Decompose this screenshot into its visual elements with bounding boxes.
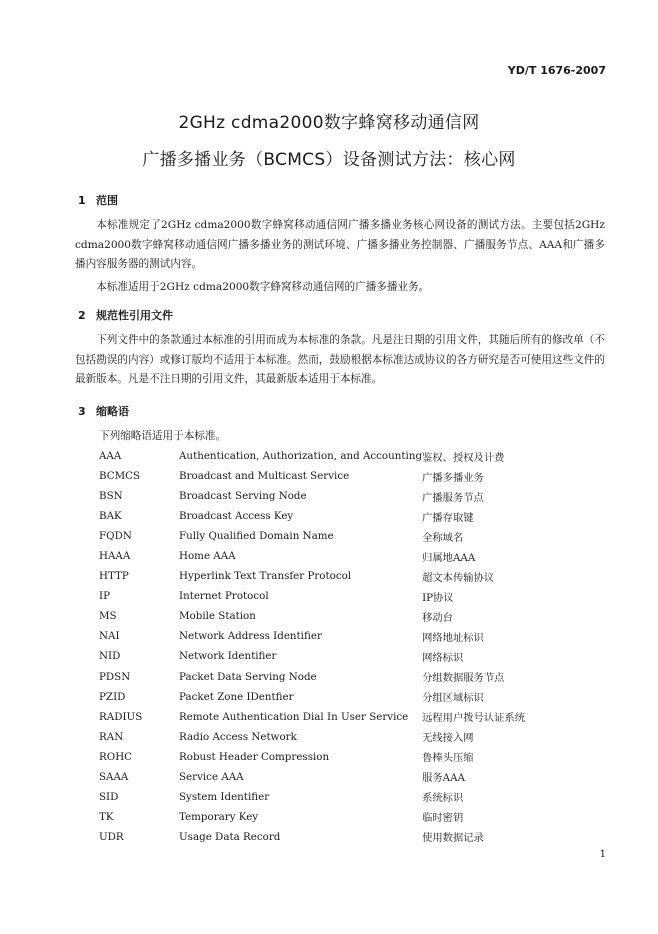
abbreviation-row [99,767,525,787]
abbreviation-row [99,667,525,687]
abbreviation-term: RAN [99,730,124,743]
abbreviation-row [99,466,525,486]
abbreviation-english: Internet Protocol [179,590,269,603]
abbreviation-term: NAI [99,630,120,643]
section-title: 规范性引用文件 [96,309,173,322]
abbreviation-term: HTTP [99,570,129,583]
abbreviation-english: Usage Data Record [179,830,281,843]
abbreviation-term: RADIUS [99,710,143,723]
abbreviation-english: Authentication, Authorization, and Accounting [179,450,423,463]
abbreviation-row [99,807,525,827]
abbreviation-row [99,707,525,727]
abbreviation-row [99,546,525,566]
abbreviation-term: FQDN [99,530,132,543]
abbreviation-term: AAA [99,450,122,463]
abbreviation-row [99,747,525,767]
section-heading-scope [78,192,118,208]
abbreviation-english: Hyperlink Text Transfer Protocol [179,570,352,583]
references-paragraph: 下列文件中的条款通过本标准的引用而成为本标准的条款。凡是注日期的引用文件，其随后所有的修改单（不包括勘误的内容）或修订版均不适用于本标准。然而，鼓励根据本标准达成协议的各方研究是否可使用这些文件的最新版本。凡是不注日期的引用文件，其最新版本适用于本标准。 [75,334,605,385]
abbreviation-row [99,606,525,626]
abbreviation-term: SID [99,790,119,803]
abbreviation-chinese: 广播多播业务 [422,471,484,484]
abbreviation-term: HAAA [99,550,131,563]
document-number: YD/T 1676-2007 [507,64,606,77]
abbreviation-row [99,727,525,747]
abbreviation-english: Fully Qualified Domain Name [179,530,334,543]
abbreviation-row [99,787,525,807]
abbreviation-row [99,827,525,847]
abbreviation-chinese: 网络标识 [422,651,464,664]
abbreviation-chinese: 系统标识 [422,792,464,805]
abbreviation-term: SAAA [99,770,129,783]
abbreviation-chinese: 分组数据服务节点 [422,672,505,685]
abbreviation-term: ROHC [99,750,133,763]
section-title: 缩略语 [96,405,129,418]
abbreviation-row [99,506,525,526]
abbreviation-term: UDR [99,830,124,843]
abbreviation-term: IP [99,590,110,603]
abbreviation-english: Home AAA [179,550,236,563]
abbreviation-row [99,626,525,646]
abbreviation-row [99,526,525,546]
section-heading-abbreviations [78,403,129,419]
abbreviation-english: Network Identifier [179,650,277,663]
abbreviation-chinese: 鲁棒头压缩 [422,752,474,765]
abbreviation-term: PDSN [99,670,131,683]
abbreviation-chinese: IP协议 [422,591,454,604]
abbreviation-english: Broadcast and Multicast Service [179,470,350,483]
abbreviation-chinese: 使用数据记录 [422,832,484,845]
abbreviation-term: BAK [99,510,122,523]
abbreviation-english: Remote Authentication Dial In User Service [179,710,409,723]
abbreviation-chinese: 广播存取键 [422,511,474,524]
section-title: 范围 [96,194,118,207]
title-line-1: 2GHz cdma2000数字蜂窝移动通信网 [178,113,480,133]
scope-paragraph-2: 本标准适用于2GHz cdma2000数字蜂窝移动通信网的广播多播业务。 [96,281,430,293]
abbreviation-chinese: 鉴权、授权及计费 [422,451,505,464]
abbreviation-english: Network Address Identifier [179,630,322,643]
abbreviation-chinese: 临时密钥 [422,812,464,825]
abbreviation-chinese: 无线接入网 [422,732,474,745]
abbreviation-english: Broadcast Access Key [179,510,294,523]
abbreviation-english: Service AAA [179,770,244,783]
section-number: 1 [78,194,86,207]
abbreviation-term: BSN [99,490,123,503]
abbreviation-chinese: 广播服务节点 [422,491,484,504]
abbreviation-term: NID [99,650,121,663]
abbreviation-english: Packet Zone IDentfier [179,690,294,703]
abbreviation-english: Packet Data Serving Node [179,670,317,683]
title-line-2: 广播多播业务（BCMCS）设备测试方法：核心网 [142,150,516,170]
section-heading-normative-references [78,307,173,323]
abbreviation-english: Robust Header Compression [179,750,330,763]
abbreviation-chinese: 远程用户拨号认证系统 [422,712,526,725]
abbreviation-chinese: 移动台 [422,611,453,624]
abbreviation-chinese: 全称域名 [422,531,464,544]
abbreviation-english: Temporary Key [179,810,259,823]
abbreviation-row [99,446,525,466]
abbreviation-chinese: 服务AAA [422,772,465,785]
page-number: 1 [599,849,606,860]
abbreviations-table [99,446,525,847]
abbreviation-term: MS [99,610,117,623]
abbreviation-row [99,486,525,506]
abbreviation-chinese: 归属地AAA [422,551,476,564]
abbreviation-english: Mobile Station [179,610,256,623]
abbreviations-intro: 下列缩略语适用于本标准。 [99,430,227,442]
abbreviation-row [99,687,525,707]
abbreviation-chinese: 超文本传输协议 [422,571,495,584]
abbreviation-row [99,586,525,606]
scope-paragraph-1: 本标准规定了2GHz cdma2000数字蜂窝移动通信网广播多播业务核心网设备的测试方法。主要包括2GHz cdma2000数字蜂窝移动通信网广播多播业务的测试环境、广播多播业务控制器、广播服务节点、AAA和广播多播内容服务器的测试内容。 [75,219,605,270]
abbreviations-table-body [99,446,525,847]
abbreviation-row [99,566,525,586]
abbreviation-term: TK [99,810,114,823]
abbreviation-term: PZID [99,690,126,703]
abbreviation-chinese: 分组区域标识 [422,692,484,705]
abbreviation-english: Radio Access Network [179,730,297,743]
abbreviation-term: BCMCS [99,470,141,483]
abbreviation-english: System Identifier [179,790,270,803]
abbreviation-english: Broadcast Serving Node [179,490,307,503]
section-number: 2 [78,309,86,322]
section-number: 3 [78,405,86,418]
abbreviation-chinese: 网络地址标识 [422,631,484,644]
abbreviation-row [99,646,525,666]
